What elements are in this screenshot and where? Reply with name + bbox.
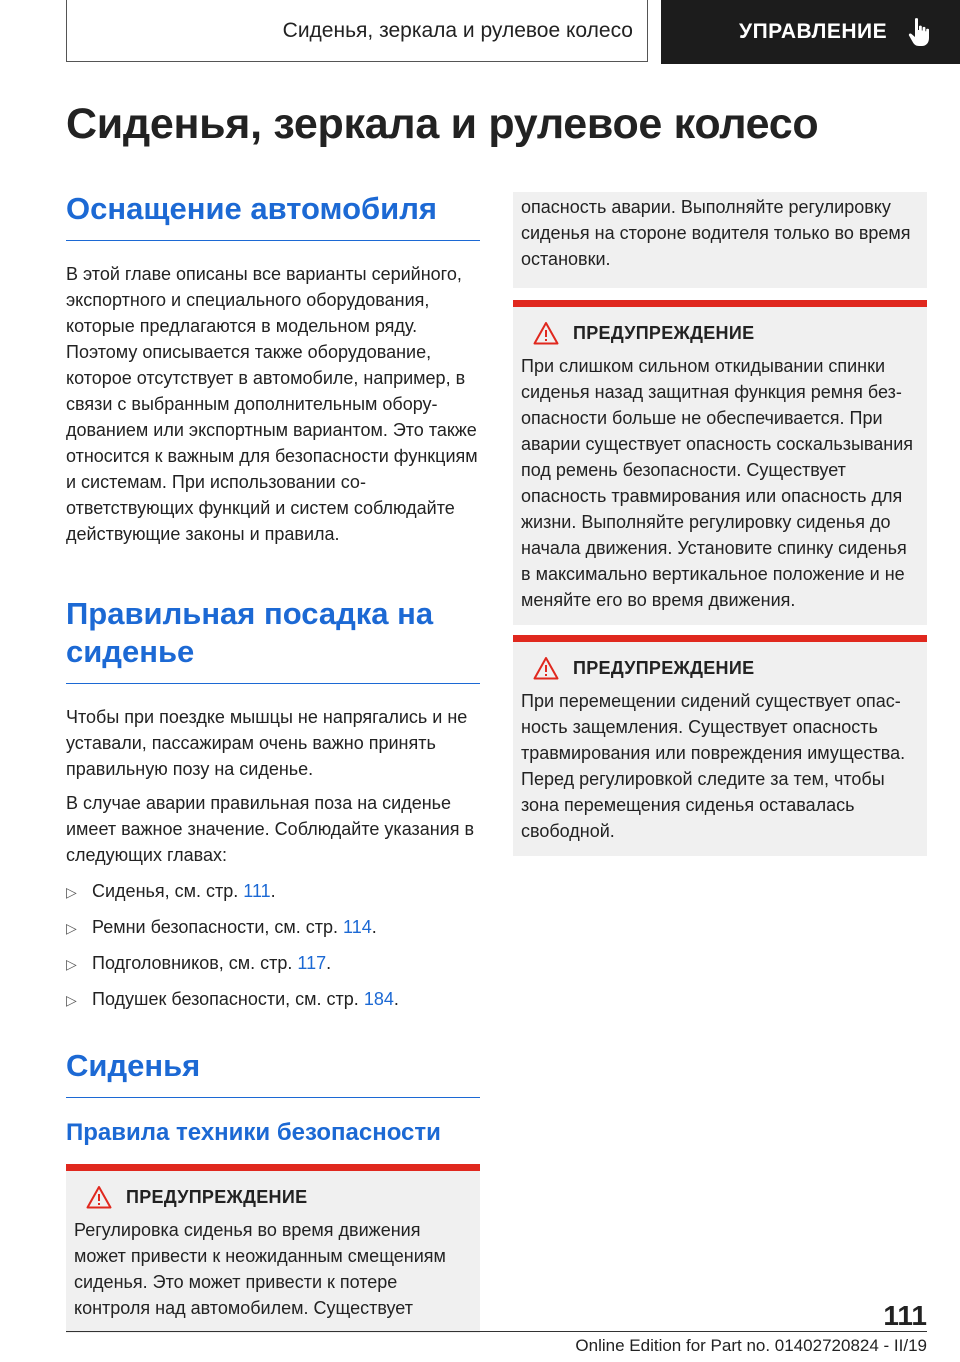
warning-header <box>521 656 919 680</box>
warning-text: При перемещении сидений существует опасность защемления. Существует опасность травмирования или повреждения имущества. Перед регулировкой следите за тем, чтобы зона перемещения сиденья оставалась свободной. <box>521 691 906 841</box>
chapter-title: УПРАВЛЕНИЕ <box>739 20 888 43</box>
list-item-label: Сиденья, см. стр. <box>92 881 239 901</box>
triangle-bullet-icon: ▷ <box>66 992 77 1008</box>
right-column <box>513 192 927 856</box>
warning-text: При слишком сильном откидывании спинки сиденья назад защитная функция ремня безопасности больше не обеспечивается. При аварии существует опасность соскальзывания под ремень безопасности. Существует опасность травмирования или опасность для жизни. Выполняйте регулировку сиденья до начала движения. Установите спинку сиденья в максимально вертикальное положение и не меняйте его во время движения. <box>521 356 914 610</box>
page-link[interactable]: 184 <box>363 989 394 1009</box>
pointing-hand-icon <box>907 17 933 47</box>
warning-box <box>513 300 927 625</box>
seats-heading: Сиденья <box>66 1047 480 1098</box>
warning-continuation-text: опасность аварии. Выполняйте регулировку сиденья на стороне водителя только во время остановки. <box>521 197 911 269</box>
chapter-tab <box>661 0 960 64</box>
warning-continuation-box <box>513 192 927 288</box>
equipment-heading: Оснащение автомобиля <box>66 190 480 241</box>
warning-label: ПРЕДУПРЕЖДЕНИЕ <box>126 1186 308 1207</box>
list-item-text: Подушек безопасности, см. стр. 184. <box>92 989 399 1009</box>
page-link[interactable]: 111 <box>243 881 271 901</box>
page-header <box>66 0 960 64</box>
page-title: Сиденья, зеркала и рулевое колесо <box>66 100 819 148</box>
warning-text: Регулировка сиденья во время движения может привести к неожиданным смещениям сиденья. Это может привести к потере контроля над автомобилем. Существует <box>74 1220 446 1318</box>
warning-label: ПРЕДУПРЕЖДЕНИЕ <box>573 657 755 678</box>
triangle-bullet-icon: ▷ <box>66 920 77 936</box>
triangle-bullet-icon: ▷ <box>66 956 77 972</box>
safety-subheading: Правила техники безопасности <box>66 1119 441 1146</box>
list-item-label: Ремни безопасности, см. стр. <box>92 917 339 937</box>
edition-text: Online Edition for Part no. 01402720824 - II/19 <box>575 1336 927 1355</box>
reference-list <box>66 878 480 1013</box>
warning-box <box>66 1164 480 1333</box>
section-title-box <box>66 0 648 62</box>
list-item-label: Подушек безопасности, см. стр. <box>92 989 359 1009</box>
warning-header <box>521 321 919 345</box>
list-item <box>66 950 480 977</box>
list-item-label: Подголовников, см. стр. <box>92 953 293 973</box>
warning-box <box>513 635 927 856</box>
warning-triangle-icon <box>533 321 559 345</box>
list-item <box>66 986 480 1013</box>
list-item <box>66 878 480 905</box>
page-number: 111 <box>883 1300 927 1331</box>
posture-paragraph-2: В случае аварии правильная поза на сиденье имеет важное значение. Соблюдайте указания в следующих главах: <box>66 793 475 865</box>
list-item-text: Подголовников, см. стр. 117. <box>92 953 332 973</box>
list-item <box>66 914 480 941</box>
page-link[interactable]: 114 <box>343 917 372 937</box>
list-item-text: Ремни безопасности, см. стр. 114. <box>92 917 377 937</box>
left-column <box>66 190 480 1333</box>
equipment-paragraph: В этой главе описаны все варианты серийного, экспортного и специального оборудования, которые предлагаются в модельном ряду. Поэтому описывается также оборудование, которое отсутствует в автомобиле, например, в связи с выбранным дополнительным оборудованием или экспортным вариантом. Это также относится к важным для безопасности функциям и системам. При использовании соответствующих функций и систем соблюдайте действующие законы и правила. <box>66 264 478 544</box>
posture-paragraph-1: Чтобы при поездке мышцы не напрягались и не уставали, пассажирам очень важно принять правильную позу на сиденье. <box>66 707 468 779</box>
page-link[interactable]: 117 <box>297 953 327 973</box>
warning-triangle-icon <box>86 1185 112 1209</box>
list-item-text: Сиденья, см. стр. 111. <box>92 881 276 901</box>
warning-triangle-icon <box>533 656 559 680</box>
posture-heading: Правильная посадка на сиденье <box>66 595 480 684</box>
triangle-bullet-icon: ▷ <box>66 884 77 900</box>
warning-label: ПРЕДУПРЕЖДЕНИЕ <box>573 322 755 343</box>
section-title: Сиденья, зеркала и рулевое колесо <box>282 18 633 42</box>
footer-divider <box>66 1331 927 1332</box>
warning-header <box>74 1185 472 1209</box>
